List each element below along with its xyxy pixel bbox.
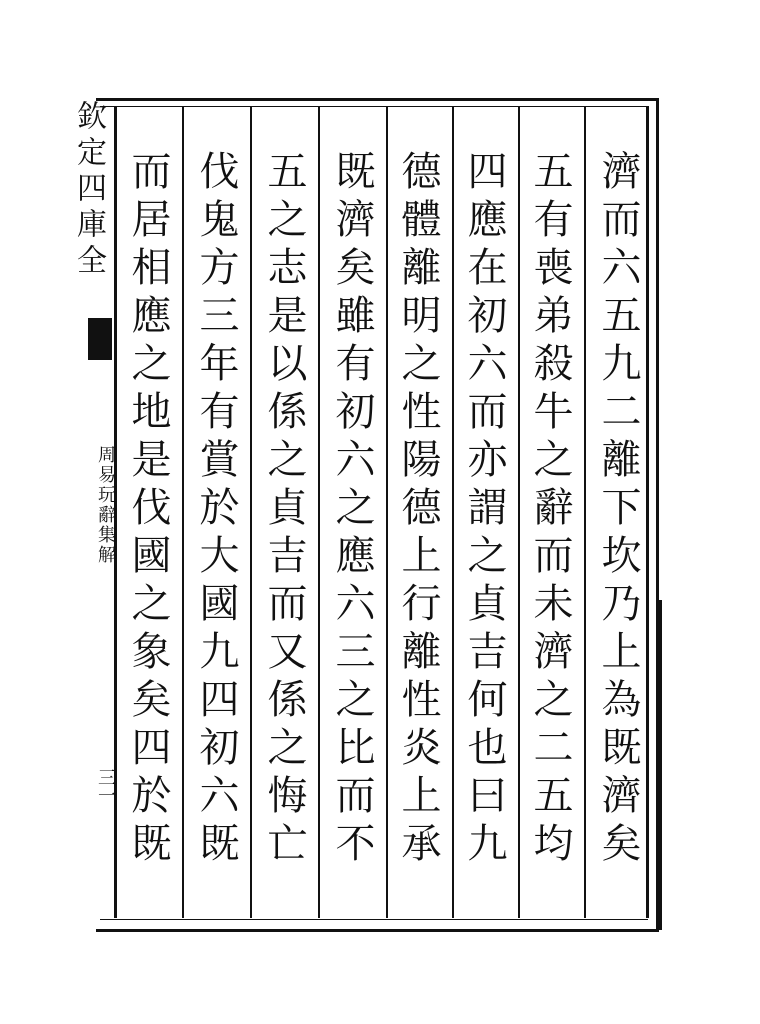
fish-tail-mark — [88, 318, 112, 360]
column-divider — [584, 106, 586, 918]
column-divider — [182, 106, 184, 918]
column-divider — [518, 106, 520, 918]
text-column-6: 五之志是以係之貞吉而又係之悔亡 — [261, 150, 307, 870]
column-divider — [452, 106, 454, 918]
text-column-7: 伐鬼方三年有賞於大國九四初六既 — [193, 150, 239, 870]
text-column-8: 而居相應之地是伐國之象矣四於既 — [125, 150, 171, 870]
text-column-3: 四應在初六而亦謂之貞吉何也曰九 — [461, 150, 507, 870]
column-divider — [646, 106, 649, 918]
margin-page-number: 三一 — [95, 768, 116, 804]
margin-book-title: 周易玩辭集解 — [95, 445, 116, 565]
right-edge-bar — [656, 600, 662, 930]
column-divider — [386, 106, 388, 918]
text-column-5: 既濟矣雖有初六之應六三之比而不 — [329, 150, 375, 870]
column-divider — [250, 106, 252, 918]
text-column-1: 濟而六五九二離下坎乃上為既濟矣 — [595, 150, 641, 870]
text-column-4: 德體離明之性陽德上行離性炎上承 — [395, 150, 441, 870]
column-divider — [318, 106, 320, 918]
margin-series-title: 欽定四庫全 — [71, 100, 106, 280]
text-column-2: 五有喪弟殺牛之辭而未濟之二五均 — [527, 150, 573, 870]
